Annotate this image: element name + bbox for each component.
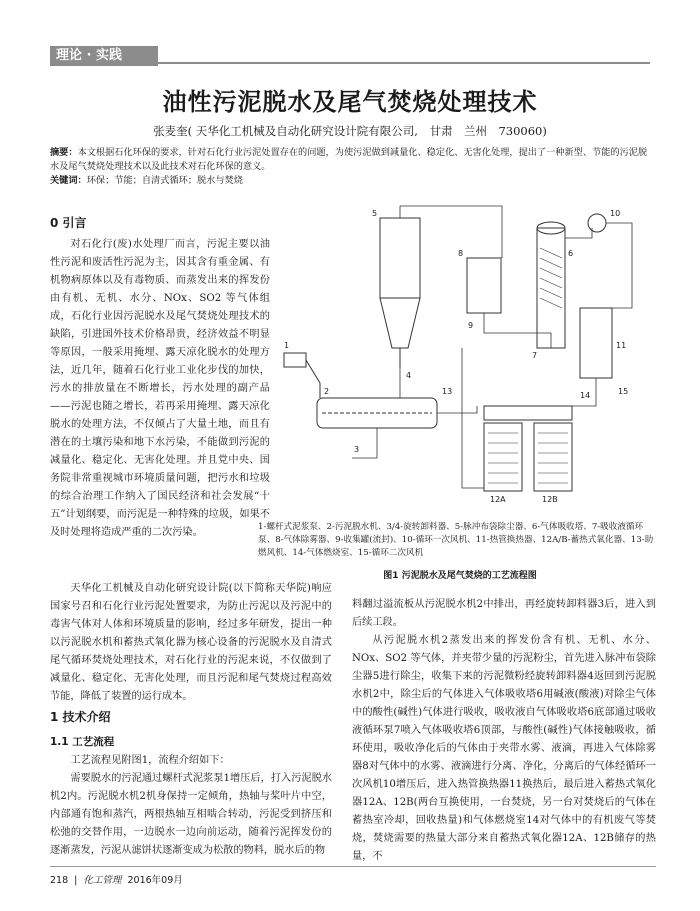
process-flow-diagram [262,198,658,520]
abstract-block [50,146,656,188]
process-paragraphs [50,752,332,860]
figure-caption: 图1 污泥脱水及尾气焚烧的工艺流程图 [383,571,537,581]
label-2: 2 [324,387,330,396]
article-title: 油性污泥脱水及尾气焚烧处理技术 [162,88,538,116]
process-para2-text: 需要脱水的污泥通过螺杆式泥浆泵1增压后，打入污泥脱水机2内。污泥脱水机2机身保持一定倾角，热轴与桨叶片中空，内部通有饱和蒸汽，两根热轴互相啮合转动，污泥受到挤压和松弛的交替作用，一边脱水一边向前运动，随着污泥挥发份的逐渐蒸发，污泥从滤饼状逐渐变成为松散的物料，脱水后的物 [50,773,332,856]
intro-paragraph-2 [50,580,332,706]
footer-rule [50,866,656,867]
intro-paragraph-1 [50,236,270,542]
journal-name: 化工管理 [83,875,122,886]
page-footer: 218 | 化工管理 2016年09月 [50,875,183,886]
heading-process-flow: 1.1 工艺流程 [50,736,115,748]
label-13: 13 [442,387,453,396]
section-rule [158,62,650,64]
combustion-chamber-14 [484,406,572,420]
oxidizer-12a [484,423,522,491]
label-11: 11 [616,341,627,350]
bag-filter-5 [380,218,420,368]
label-9: 9 [468,321,474,330]
label-8: 8 [458,249,464,258]
intro-para1-text: 对石化行(废)水处理厂而言，污泥主要以油性污泥和废活性污泥为主，因其含有重金属、有机物病原体以及有毒物质、而蒸发出来的挥发份由有机、无机、水分、NOx、SO2 等气体组成，石化行业因污泥脱水及尾气焚烧处理技术的缺陷，引进国外技术价格昂贵，经济效益不明显等原因，一般采用掩埋、露天凉化脱水的处理方法，近几年，随着石化行业工业化步伐的加快，污水的排放量在不断增长，污水处理的副产品——污泥也随之增长，若再采用掩埋、露天凉化脱水的处理方法，不仅倾占了大量土地，而且有潜在的土壤污染和地下水污染，不能做到污泥的减量化、稳定化、无害化处理。并且党中央、国务院非常重视城市环境质量问题，把污水和垃圾的综合治理工作纳入了国民经济和社会发展“十五”计划纲要，而污泥是一种特殊的垃圾，如果不及时处理将造成严重的二次污染。 [50,239,270,538]
sludge-dryer-2 [317,398,437,428]
right-para1-text: 料翻过溢流板从污泥脱水机2中排出，再经旋转卸料器3后，进入到后续工段。 [352,599,656,628]
right-column-text [352,596,656,866]
oxidizer-12b [534,423,572,491]
page-number: 218 [50,875,69,886]
absorption-tower-6 [537,222,565,348]
section-tag: 理论 · 实践 [50,46,158,66]
label-3: 3 [354,445,360,454]
label-10: 10 [610,209,621,218]
label-1: 1 [284,341,290,350]
label-4: 4 [406,371,412,380]
mist-eliminator-8 [467,258,501,313]
abstract-label: 摘要： [50,147,78,158]
label-15: 15 [618,387,629,396]
label-6: 6 [568,249,574,258]
label-12a: 12A [490,495,506,504]
intro-para2-text: 天华化工机械及自动化研究设计院(以下简称天华院)响应国家号召和石化行业污泥处置要求，为防止污泥以及污泥中的毒害气体对人体和环境质量的影响，经过多年研发，提出一种以污泥脱水机和蓄热式氧化器为核心设备的污泥脱水及自清式尾气循环焚烧处理技术，对石化行业的污泥来说，不仅做到了减量化、稳定化、无害化处理，而且污泥和尾气焚烧过程高效节能，降低了装置的运行成本。 [50,583,332,702]
abstract-text: 本文根据石化环保的要求，针对石化行业污泥处置存在的问题，为使污泥做到减量化、稳定化、无害化处理，提出了一种新型、节能的污泥脱水及尾气焚烧处理技术以及此技术对石化环保的意义。 [50,147,648,172]
figure-legend: 1-螺杆式泥浆泵、2-污泥脱水机、3/4-旋转卸料器、5-脉冲布袋除尘器、6-气体吸收塔、7-吸收液循环泵、8-气体除雾器、9-收集罐(流封)、10-循环一次风机、11-热管换热器、12A/B-蓄热式氧化器、13-助燃风机、14-气体燃烧室、15-循环二次风机 [258,522,654,558]
label-14: 14 [580,391,591,400]
screw-pump-1 [284,353,320,398]
right-para2-text: 从污泥脱水机2蒸发出来的挥发份含有机、无机、水分、NOx、SO2 等气体，并夹带少量的污泥粉尘，首先进入脉冲布袋除尘器5进行除尘，收集下来的污泥微粉经旋转卸料器4返回到污泥脱水机2中，除尘后的气体进入气体吸收塔6用碱液(酸液)对除尘气体中的酸性(碱性)气体进行吸收，吸收液自气体吸收塔6底部通过吸收液循环泵7喷入气体吸收塔6顶部，与酸性(碱性)气体接触吸收，循环使用，吸收净化后的气体由于夹带水雾、液滴，再进入气体除雾器8对气体中的水雾、液滴进行分离、净化，分离后的气体经循环一次风机10增压后，进入热管换热器11换热后，最后进入蓄热式氧化器12A、12B(两台互换使用，一台焚烧，另一台对焚烧后的气体在蓄热室冷却，回收热量)和气体燃烧室14对气体中的有机废气等焚烧，焚烧需要的热量大部分来自蓄热式氧化器12A、12B储存的热量，不 [352,635,656,862]
heat-exchanger-11 [580,308,612,378]
heading-technology: 1 技术介绍 [50,710,111,724]
label-5: 5 [372,209,378,218]
label-7: 7 [532,351,538,360]
keywords-label: 关键词： [50,175,87,186]
label-12b: 12B [542,495,558,504]
diagram-labels [284,209,628,504]
piping [352,206,632,488]
fan-10 [588,214,606,232]
author-line: 张麦奎( 天华化工机械及自动化研究设计院有限公司, 甘肃 兰州 730060) [153,124,547,138]
process-para1-text: 工艺流程见附图1，流程介绍如下： [70,755,230,766]
issue-date: 2016年09月 [127,875,183,886]
heading-introduction: 0 引言 [50,216,87,230]
keywords-text: 环保；节能；自清式循环；脱水与焚烧 [86,175,243,186]
